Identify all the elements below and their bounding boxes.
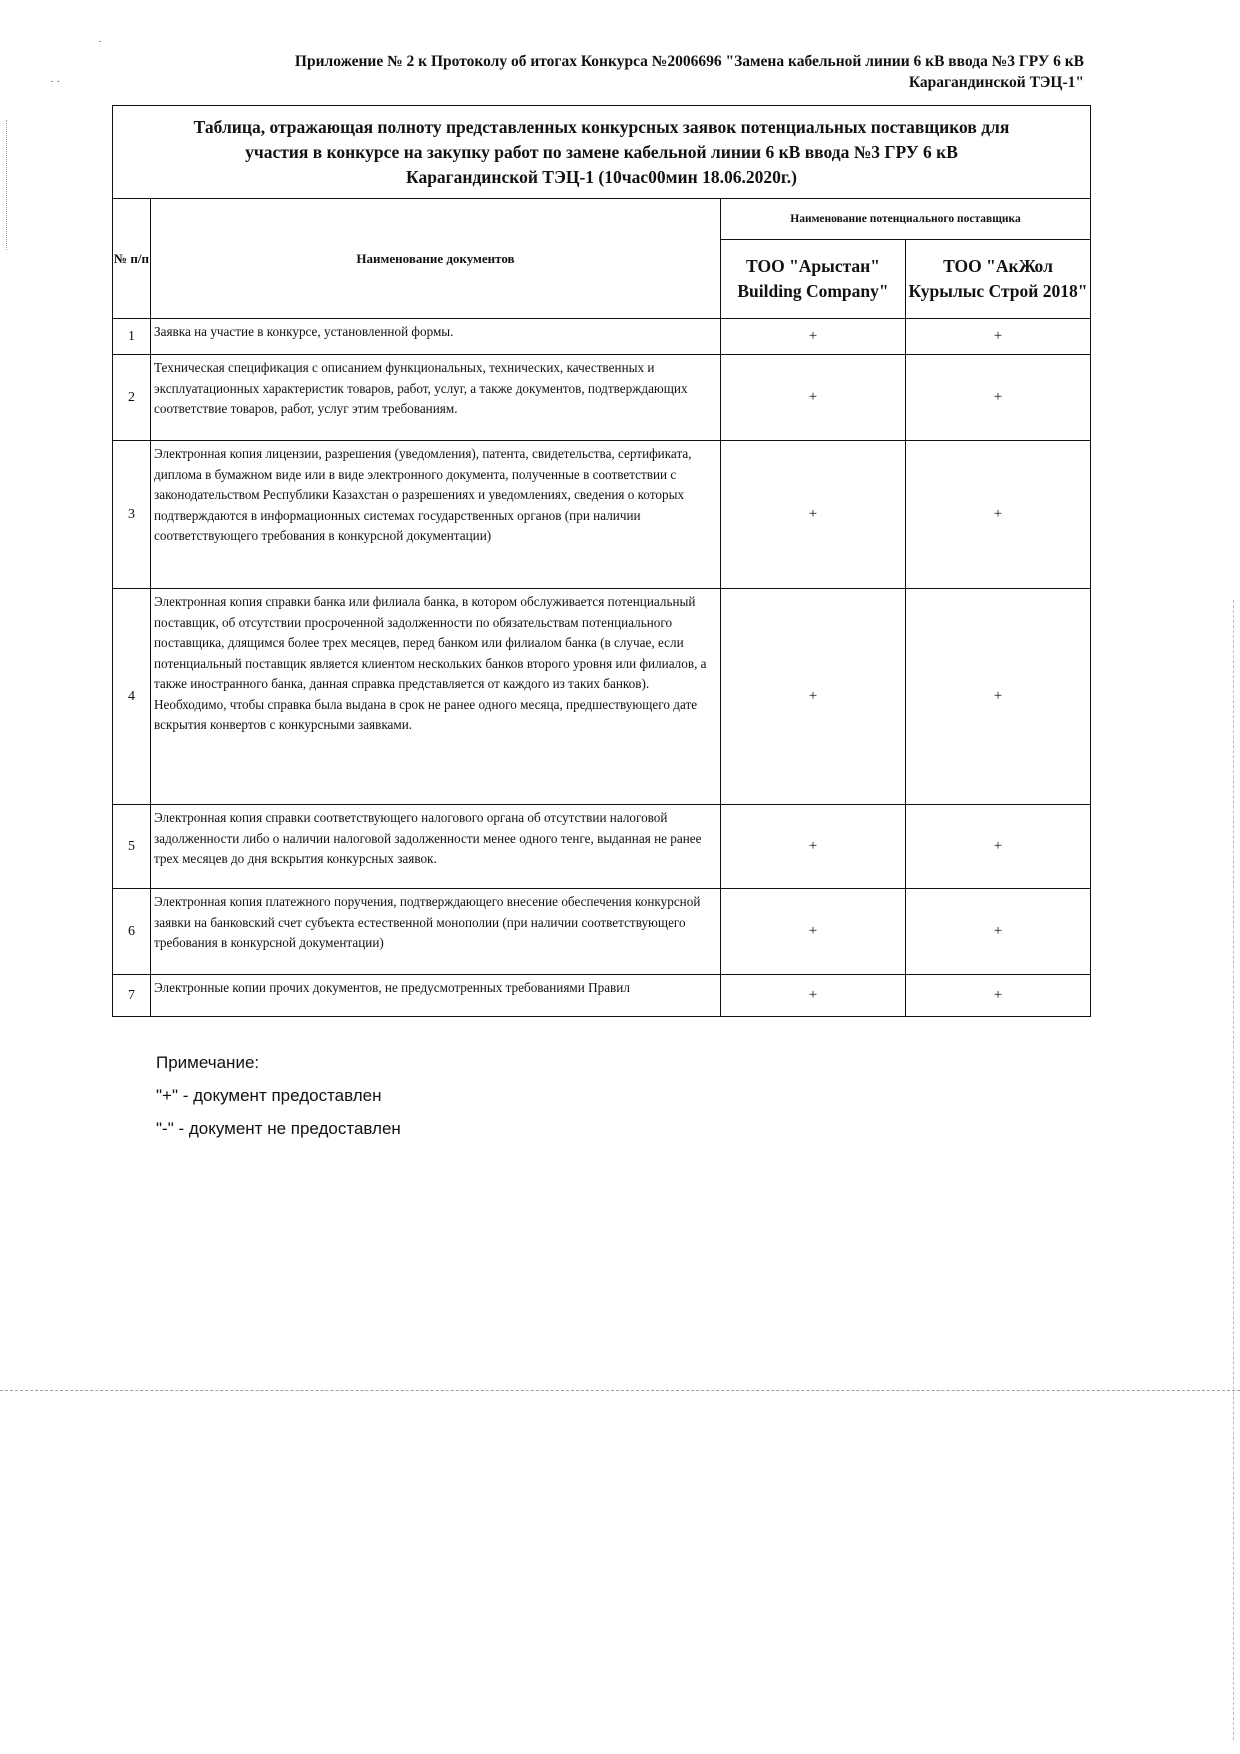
document-name: Электронная копия платежного поручения, подтверждающего внесение обеспечения конкурсной заявки на банковский счет субъекта естественной монополии (при наличии соответствующего требования в конкурсной документации): [151, 889, 721, 975]
scan-edge-mark: [6, 120, 7, 250]
table-row: [113, 889, 1091, 975]
mark-akzhol: +: [906, 805, 1091, 889]
scan-artifact-line: [0, 1390, 1240, 1391]
mark-akzhol: +: [906, 319, 1091, 355]
column-header-supplier-group: Наименование потенциального поставщика: [721, 199, 1091, 240]
row-number: 1: [113, 319, 151, 355]
column-header-documents: Наименование документов: [151, 199, 721, 319]
note-item-not-provided: "-" - документ не предоставлен: [156, 1119, 401, 1138]
mark-arystan: +: [721, 589, 906, 805]
note-title: Примечание:: [156, 1053, 260, 1072]
table-title-line: Таблица, отражающая полноту представленных конкурсных заявок потенциальных поставщиков для: [193, 116, 1010, 137]
scan-edge-mark: [1233, 600, 1234, 1740]
supplier-name-akzhol: ТОО "АкЖол Курылыс Строй 2018": [906, 240, 1091, 319]
mark-akzhol: +: [906, 889, 1091, 975]
scan-speck: ·: [98, 36, 102, 48]
mark-arystan: +: [721, 441, 906, 589]
document-name: Электронная копия справки банка или филиала банка, в котором обслуживается потенциальный поставщик, об отсутствии просроченной задолженности по обязательствам потенциального поставщика, длящимся более трех месяцев, перед банком или филиалом банка (в случае, если потенциальный поставщик является клиентом нескольких банков второго уровня или филиалов, а также иностранного банка, данная справка представляется от каждого из таких банков). Необходимо, чтобы справка была выдана в срок не ранее одного месяца, предшествующего дате вскрытия конвертов с конкурсными заявками.: [151, 589, 721, 805]
table-row: [113, 319, 1091, 355]
document-name: Электронная копия справки соответствующего налогового органа об отсутствии налоговой задолженности либо о наличии налоговой задолженности менее одного тенге, выданная не ранее трех месяцев до дня вскрытия конкурсных заявок.: [151, 805, 721, 889]
mark-arystan: +: [721, 889, 906, 975]
table-row: [113, 589, 1091, 805]
mark-akzhol: +: [906, 975, 1091, 1017]
table-row: [113, 355, 1091, 441]
row-number: 5: [113, 805, 151, 889]
annex-header-line-2: Карагандинской ТЭЦ-1": [908, 74, 1084, 91]
row-number: 4: [113, 589, 151, 805]
scan-speck: · ·: [50, 76, 61, 88]
mark-arystan: +: [721, 319, 906, 355]
row-number: 2: [113, 355, 151, 441]
submission-completeness-table: [112, 105, 1091, 1017]
mark-akzhol: +: [906, 589, 1091, 805]
annex-header-line-1: Приложение № 2 к Протоколу об итогах Конкурса №2006696 "Замена кабельной линии 6 кВ ввода №3 ГРУ 6 кВ: [294, 53, 1084, 70]
row-number: 7: [113, 975, 151, 1017]
table-title-line: участия в конкурсе на закупку работ по замене кабельной линии 6 кВ ввода №3 ГРУ 6 кВ: [245, 141, 958, 162]
supplier-name-arystan: ТОО "Арыстан" Building Company": [721, 240, 906, 319]
mark-akzhol: +: [906, 355, 1091, 441]
table-row: [113, 805, 1091, 889]
column-header-row: [113, 199, 1091, 240]
table-row: [113, 441, 1091, 589]
document-name: Электронная копия лицензии, разрешения (уведомления), патента, свидетельства, сертификата, диплома в бумажном виде или в виде электронного документа, полученные в соответствии с законодательством Республики Казахстан о разрешениях и уведомлениях, сведения о которых подтверждаются в информационных системах государственных органов (при наличии соответствующего требования в конкурсной документации): [151, 441, 721, 589]
mark-akzhol: +: [906, 441, 1091, 589]
note-item-provided: "+" - документ предоставлен: [156, 1086, 382, 1105]
column-header-number: № п/п: [113, 199, 151, 319]
table-title-line: Карагандинской ТЭЦ-1 (10час00мин 18.06.2020г.): [405, 166, 798, 187]
table-title: [113, 106, 1091, 199]
document-name: Заявка на участие в конкурсе, установленной формы.: [151, 319, 721, 355]
document-name: Техническая спецификация с описанием функциональных, технических, качественных и эксплуатационных характеристик товаров, работ, услуг, а также документов, подтверждающих соответствие товаров, работ, услуг этим требованиям.: [151, 355, 721, 441]
document-name: Электронные копии прочих документов, не предусмотренных требованиями Правил: [151, 975, 721, 1017]
mark-arystan: +: [721, 355, 906, 441]
table-title-row: [113, 106, 1091, 199]
row-number: 3: [113, 441, 151, 589]
mark-arystan: +: [721, 975, 906, 1017]
mark-arystan: +: [721, 805, 906, 889]
table-row: [113, 975, 1091, 1017]
row-number: 6: [113, 889, 151, 975]
note-block: [156, 1053, 401, 1152]
